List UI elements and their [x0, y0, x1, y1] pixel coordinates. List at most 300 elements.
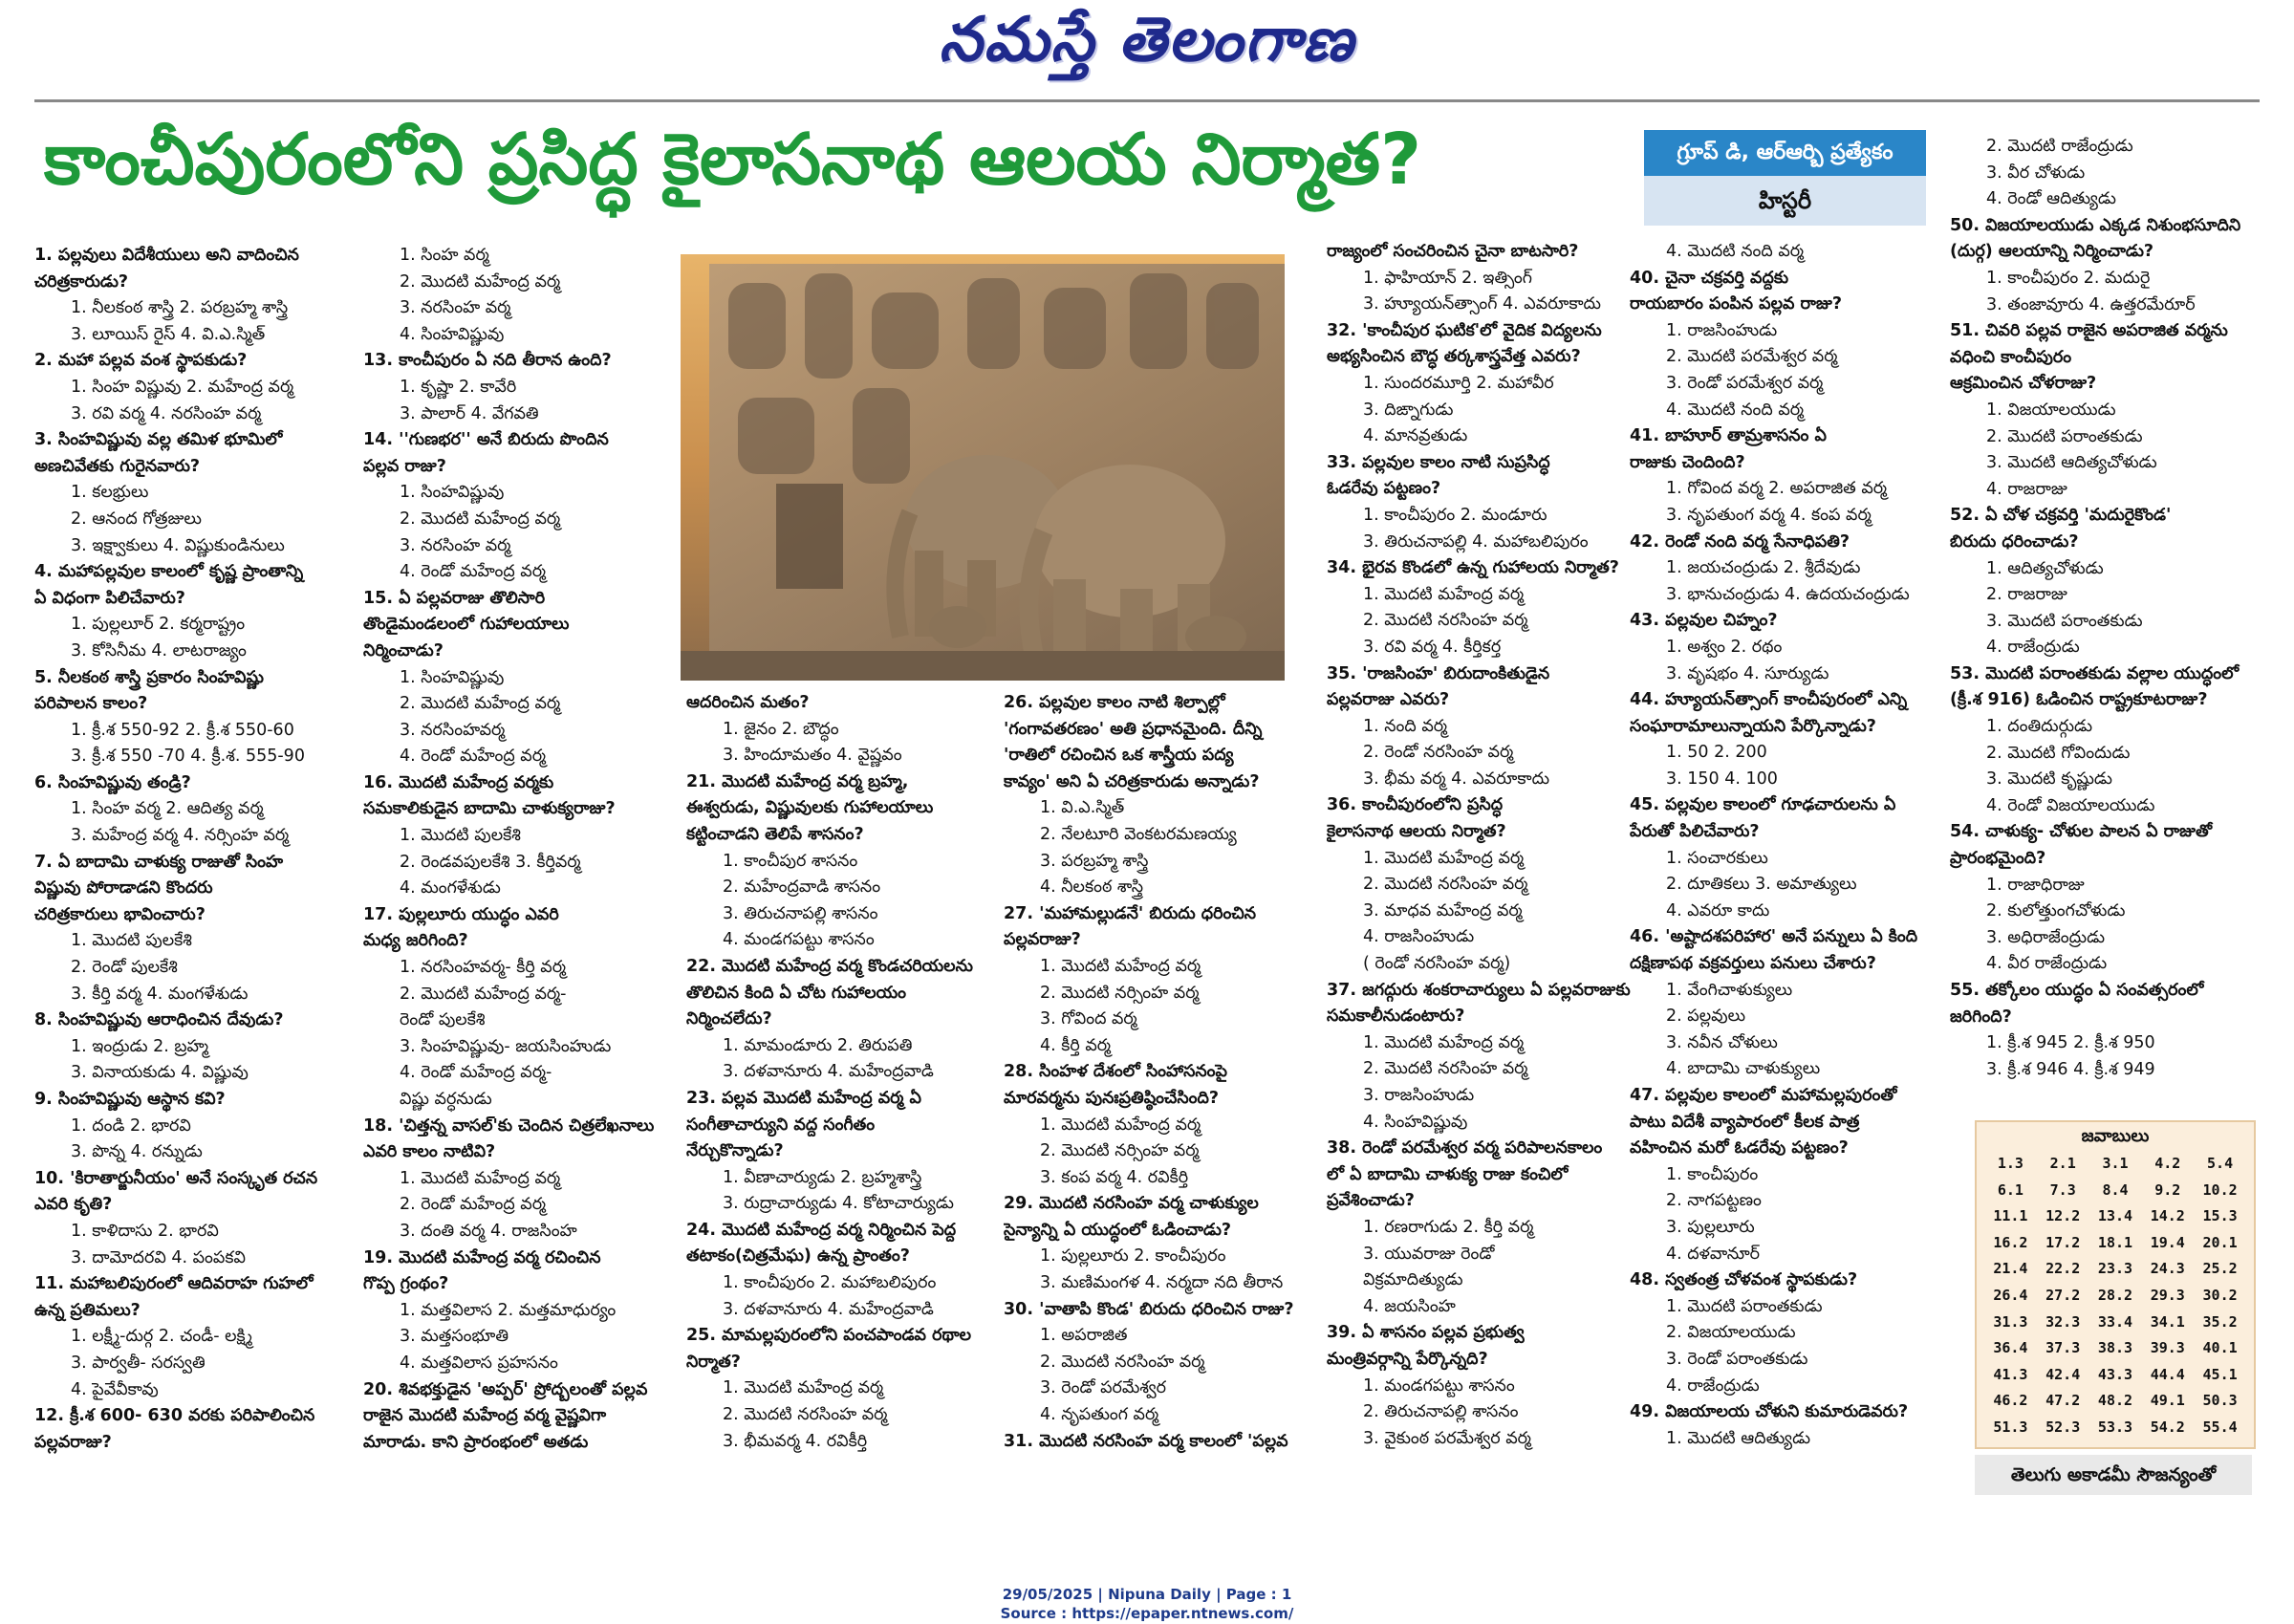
- question-text: పల్లవరాజు?: [1004, 930, 1081, 950]
- answer-option: 1. జైనం 2. బౌద్ధం: [723, 719, 839, 739]
- answer-key-item: 22.2: [2045, 1260, 2081, 1278]
- answer-option: 1. క్రీ.శ 550-92 2. క్రీ.శ 550-60: [71, 720, 294, 740]
- answer-option: 1. రాజాధిరాజు: [1986, 875, 2085, 895]
- answer-option: 1. నరసింహవర్మ- కీర్తి వర్మ: [400, 958, 566, 978]
- answer-option: 1. కాంచీపురం 2. మహాబలిపురం: [723, 1273, 937, 1293]
- answer-option: 1. మొదటి ఆదిత్యుడు: [1666, 1428, 1811, 1448]
- question-text: 52. ఏ చోళ చక్రవర్తి 'మదురైకొండ': [1950, 506, 2172, 526]
- answer-option: 1. సింహ విష్ణువు 2. మహేంద్ర వర్మ: [71, 377, 294, 397]
- answer-key-item: 11.1: [1993, 1207, 2028, 1225]
- answer-option: 2. మొదటి నరసింహ వర్మ: [1040, 1352, 1205, 1372]
- answer-option: 3. పార్వతీ- సరస్వతి: [71, 1353, 206, 1373]
- question-text: 22. మొదటి మహేంద్ర వర్మ కొండచరియలను: [686, 956, 973, 976]
- answer-key-item: 13.4: [2097, 1207, 2133, 1225]
- question-text: 48. స్వతంత్ర చోళవంశ స్థాపకుడు?: [1630, 1270, 1858, 1290]
- answer-key-item: 34.1: [2150, 1312, 2185, 1331]
- answer-option: 2. రాజరాజు: [1986, 585, 2067, 605]
- question-text: ప్రవేశించాడు?: [1327, 1191, 1415, 1211]
- answer-option: 3. నరసింహ వర్మ: [400, 298, 511, 318]
- answer-key-item: 19.4: [2150, 1233, 2185, 1251]
- answer-key-item: 2.1: [2049, 1155, 2076, 1172]
- question-column-7: [1950, 134, 2265, 1083]
- answer-key-item: 38.3: [2097, 1339, 2133, 1357]
- question-text: (దుర్గ) ఆలయాన్ని నిర్మించాడు?: [1950, 242, 2154, 262]
- question-text: 1. పల్లవులు విదేశీయులు అని వాదించిన: [34, 246, 299, 265]
- question-text: 5. నీలకంఠ శాస్త్రి ప్రకారం సింహవిష్ణు: [34, 667, 264, 687]
- answer-key-item: 16.2: [1993, 1233, 2028, 1251]
- question-text: 46. 'అష్టాదశపరిహార' అనే పన్నులు ఏ కింది: [1630, 927, 1918, 947]
- question-text: ఎవరి కాలం నాటివి?: [363, 1142, 496, 1162]
- answer-option: 4. రాజేంద్రుడు: [1986, 638, 2080, 658]
- answer-option: 4. కీర్తి వర్మ: [1040, 1035, 1112, 1055]
- newspaper-masthead: నమస్తే తెలంగాణ: [939, 4, 1355, 76]
- question-column-3: [686, 690, 1002, 1455]
- answer-key-item: 26.4: [1993, 1286, 2028, 1304]
- question-text: 29. మొదటి నరసింహ వర్మ చాళుక్యుల: [1004, 1194, 1259, 1214]
- question-text: ఆదరించిన మతం?: [686, 693, 810, 712]
- answer-key-item: 43.3: [2097, 1365, 2133, 1383]
- answer-option: 1. మొదటి మహేంద్ర వర్మ: [1363, 848, 1525, 868]
- question-text: మారవర్మను పునఃప్రతిష్ఠించేసింది?: [1004, 1088, 1220, 1108]
- answer-option: 4. సింహవిష్ణువు: [400, 324, 505, 344]
- answer-option: 3. మొదటి పరాంతకుడు: [1986, 611, 2143, 631]
- answer-key-item: 47.2: [2045, 1392, 2081, 1410]
- section-tag-top: గ్రూప్ డి, ఆర్ఆర్బి ప్రత్యేకం: [1644, 130, 1926, 176]
- answer-option: 3. ఇక్ష్వాకులు 4. విష్ణుకుండినులు: [71, 535, 285, 555]
- answer-option: 4. మత్తవిలాస ప్రహసనం: [400, 1353, 558, 1373]
- answer-key-box: [1975, 1120, 2256, 1449]
- question-text: తొండైమండలంలో గుహాలయాలు: [363, 615, 570, 635]
- answer-key-item: 42.4: [2045, 1365, 2081, 1383]
- question-text: పరిపాలన కాలం?: [34, 694, 148, 714]
- answer-option: 3. రెండో పరాంతకుడు: [1666, 1349, 1808, 1369]
- question-text: 28. సింహళ దేశంలో సింహాసనంపై: [1004, 1062, 1227, 1082]
- answer-option: 3. గోవింద వర్మ: [1040, 1009, 1137, 1029]
- answer-option: 4. నీలకంఠ శాస్త్రి: [1040, 877, 1144, 898]
- answer-option: 2. రెండో నరసింహ వర్మ: [1363, 743, 1514, 763]
- answer-option: 3. దంతి వర్మ 4. రాజసింహ: [400, 1221, 577, 1241]
- question-text: కావ్యం' అని ఏ చరిత్రకారుడు అన్నాడు?: [1004, 771, 1260, 791]
- question-text: 34. భైరవ కొండలో ఉన్న గుహాలయ నిర్మాత?: [1327, 558, 1619, 578]
- answer-option: 2. కులోత్తుంగచోళుడు: [1986, 901, 2126, 921]
- answer-key-grid: [1977, 1151, 2254, 1441]
- answer-option: 1. కాంచీపురం 2. మండూరు: [1363, 505, 1547, 525]
- answer-option: 1. కాంచీపురం: [1666, 1164, 1759, 1184]
- answer-option: 4. రెండో ఆదిత్యుడు: [1986, 189, 2116, 209]
- question-text: రాజ్యంలో సంచరించిన చైనా బాటసారి?: [1327, 242, 1579, 261]
- question-text: 6. సింహవిష్ణువు తండ్రి?: [34, 772, 191, 792]
- question-column-5: [1327, 239, 1652, 1452]
- answer-key-item: 52.3: [2045, 1418, 2081, 1436]
- question-text: 38. రెండో పరమేశ్వర వర్మ పరిపాలనకాలం: [1327, 1138, 1603, 1158]
- question-text: 24. మొదటి మహేంద్ర వర్మ నిర్మించిన పెద్ద: [686, 1220, 957, 1240]
- answer-option: 1. మొదటి మహేంద్ర వర్మ: [723, 1378, 884, 1398]
- section-tag-bottom: హిస్టరీ: [1644, 176, 1926, 226]
- answer-option: 4. మానవ్రతుడు: [1363, 426, 1468, 446]
- answer-key-item: 18.1: [2097, 1233, 2133, 1251]
- answer-option: 3. కోసినీమ 4. లాటరాజ్యం: [71, 640, 247, 660]
- answer-option: 3. మణిమంగళ 4. నర్మదా నది తీరాన: [1040, 1273, 1284, 1293]
- answer-option: 3. కీర్తి వర్మ 4. మంగళేశుడు: [71, 984, 249, 1004]
- answer-option: 4. రెండో విజయాలయుడు: [1986, 795, 2155, 815]
- answer-option: 2. మొదటి నరసింహ వర్మ: [1363, 875, 1528, 895]
- question-text: కైలాసనాథ ఆలయ నిర్మాత?: [1327, 822, 1506, 842]
- answer-key-item: 29.3: [2150, 1286, 2185, 1304]
- answer-key-item: 28.2: [2097, 1286, 2133, 1304]
- answer-option: 2. మొదటి రాజేంద్రుడు: [1986, 137, 2133, 156]
- answer-option: 4. మొదటి నంది వర్మ: [1666, 400, 1805, 420]
- answer-key-item: 53.3: [2097, 1418, 2133, 1436]
- question-text: 4. మహాపల్లవుల కాలంలో కృష్ణ ప్రాంతాన్ని: [34, 562, 304, 582]
- answer-option: 1. మొదటి మహేంద్ర వర్మ: [1363, 1032, 1525, 1052]
- answer-option: 2. మొదటి నరసింహ వర్మ: [1363, 1059, 1528, 1079]
- question-text: 11. మహాబలిపురంలో ఆదివరాహ గుహలో: [34, 1274, 314, 1294]
- question-text: 27. 'మహామల్లుడనే' బిరుదు ధరించిన: [1004, 903, 1257, 923]
- answer-option: 3. వీర చోళుడు: [1986, 162, 2086, 183]
- question-text: 55. తక్కోలం యుద్ధం ఏ సంవత్సరంలో: [1950, 981, 2204, 1000]
- answer-option: 4. రెండో మహేంద్ర వర్మ-: [400, 1063, 552, 1083]
- answer-option: 4. రాజసింహుడు: [1363, 927, 1475, 947]
- answer-option: 2. మొదటి మహేంద్ర వర్మ: [400, 694, 561, 714]
- question-text: 35. 'రాజసింహ' బిరుదాంకితుడైన: [1327, 663, 1550, 683]
- answer-key-item: 8.4: [2102, 1180, 2129, 1199]
- question-text: ఉన్న ప్రతిమలు?: [34, 1300, 141, 1320]
- answer-option: 1. ఇంద్రుడు 2. బ్రహ్మ: [71, 1036, 209, 1056]
- answer-option: 3. నరసింహవర్మ: [400, 720, 506, 740]
- answer-option: 1. అపరాజిత: [1040, 1326, 1128, 1346]
- answer-option: 3. క్రీ.శ 946 4. క్రీ.శ 949: [1986, 1059, 2155, 1079]
- answer-option: 2. మొదటి మహేంద్ర వర్మ: [400, 271, 561, 292]
- question-text: 2. మహా పల్లవ వంశ స్థాపకుడు?: [34, 351, 248, 371]
- question-text: సైన్యాన్ని ఏ యుద్ధంలో ఓడించాడు?: [1004, 1220, 1232, 1240]
- answer-option: 3. రాజసింహుడు: [1363, 1086, 1475, 1105]
- answer-option: 3. మత్తసంభూతి: [400, 1327, 509, 1347]
- answer-key-item: 7.3: [2049, 1180, 2076, 1199]
- answer-option: 3. మొదటి కృష్ణుడు: [1986, 769, 2112, 790]
- question-text: తొలిచిన కింది ఏ చోట గుహాలయం: [686, 983, 907, 1003]
- answer-option: 1. మత్తవిలాస 2. మత్తమాధుర్యం: [400, 1300, 617, 1320]
- answer-option: 1. పుల్లలూరు 2. కాంచీపురం: [1040, 1246, 1226, 1267]
- answer-option: 3. భానుచంద్రుడు 4. ఉదయచంద్రుడు: [1666, 584, 1910, 604]
- answer-option: 3. పొన్న 4. రన్నుడు: [71, 1142, 203, 1162]
- answer-option: 1. కాళిదాసు 2. భారవి: [71, 1221, 219, 1241]
- question-text: 54. చాళుక్య- చోళుల పాలన ఏ రాజుతో: [1950, 822, 2213, 842]
- question-text: వహించిన మరో ఓడరేవు పట్టణం?: [1630, 1138, 1849, 1158]
- answer-key-item: 20.1: [2202, 1233, 2238, 1251]
- answer-option: 1. విజయాలయుడు: [1986, 400, 2116, 420]
- answer-option: 1. కృష్ణా 2. కావేరి: [400, 377, 517, 397]
- answer-option: 3. తంజావూరు 4. ఉత్తరమేరూర్: [1986, 294, 2196, 314]
- answer-option: 3. యువరాజు రెండో: [1363, 1244, 1495, 1264]
- question-text: మంత్రివర్గాన్ని పేర్కొన్నది?: [1327, 1349, 1488, 1369]
- answer-option: 1. దండి 2. భారవి: [71, 1115, 191, 1136]
- question-text: 18. 'చిత్తన్న వాసల్'కు చెందిన చిత్రలేఖనాలు: [363, 1115, 655, 1136]
- question-text: 'రాతిలో రచించిన ఒక శాస్త్రీయ పద్య: [1004, 746, 1234, 766]
- answer-option: 4. పైవేవీకావు: [71, 1379, 159, 1399]
- footer-source-line: Source : https://epaper.ntnews.com/: [1000, 1605, 1294, 1622]
- answer-option: 1. కాంచీపుర శాసనం: [723, 851, 858, 871]
- answer-option: 3. హిందూమతం 4. వైష్ణవం: [723, 746, 902, 766]
- question-text: 21. మొదటి మహేంద్ర వర్మ బ్రహ్మ,: [686, 771, 909, 791]
- question-text: 37. జగద్గురు శంకరాచార్యులు ఏ పల్లవరాజుకు: [1327, 980, 1631, 1000]
- answer-option: 3. రుద్రాచార్యుడు 4. కోటాచార్యుడు: [723, 1194, 954, 1214]
- answer-key-item: 14.2: [2150, 1207, 2185, 1225]
- answer-option: 1. సంచారకులు: [1666, 848, 1768, 868]
- answer-option: 2. మొదటి మహేంద్ర వర్మ: [400, 509, 561, 529]
- answer-option: 1. నీలకంఠ శాస్త్రి 2. పరబ్రహ్మ శాస్త్రి: [71, 298, 289, 318]
- answer-option: 1. క్రీ.శ 945 2. క్రీ.శ 950: [1986, 1033, 2155, 1053]
- answer-option: 3. తిరుచనాపల్లి శాసనం: [723, 903, 878, 923]
- answer-option: 3. హ్యూయన్‌త్సాంగ్ 4. ఎవరూకాదు: [1363, 294, 1601, 314]
- question-text: 12. క్రీ.శ 600- 630 వరకు పరిపాలించిన: [34, 1406, 315, 1426]
- answer-option: 3. నవీన చోళులు: [1666, 1032, 1778, 1052]
- answer-option: 4. రెండో మహేంద్ర వర్మ: [400, 747, 546, 767]
- answer-option: 3. పుల్లలూరు: [1666, 1217, 1755, 1237]
- answer-key-item: 35.2: [2202, 1312, 2238, 1331]
- question-text: ఎవరి కృతి?: [34, 1195, 113, 1215]
- answer-key-item: 3.1: [2102, 1155, 2129, 1172]
- answer-key-item: 23.3: [2097, 1260, 2133, 1278]
- question-text: 51. చివరి పల్లవ రాజైన అపరాజిత వర్మను: [1950, 321, 2228, 341]
- question-text: 13. కాంచీపురం ఏ నది తీరాన ఉంది?: [363, 351, 612, 371]
- question-text: 47. పల్లవుల కాలంలో మహామల్లపురంతో: [1630, 1086, 1897, 1105]
- answer-option: 1. రాజసింహుడు: [1666, 320, 1778, 340]
- answer-option: 3. మొదటి ఆదిత్యచోళుడు: [1986, 453, 2157, 473]
- answer-option: 1. మండగపట్టు శాసనం: [1363, 1375, 1515, 1396]
- answer-option: 2. మొదటి గోవిందుడు: [1986, 743, 2131, 763]
- answer-key-item: 45.1: [2202, 1365, 2238, 1383]
- answer-key-item: 33.4: [2097, 1312, 2133, 1331]
- question-text: నిర్మాత?: [686, 1352, 741, 1372]
- answer-key-item: 32.3: [2045, 1312, 2081, 1331]
- answer-option: 1. సింహ వర్మ: [400, 246, 489, 265]
- answer-option: 3. దళవానూరు 4. మహేంద్రవాడి: [723, 1062, 934, 1082]
- answer-option: 1. సింహ వర్మ 2. ఆదిత్య వర్మ: [71, 799, 264, 819]
- answer-option: 2. రెండో మహేంద్ర వర్మ: [400, 1195, 546, 1215]
- question-text: అభ్యసించిన బౌద్ధ తర్కశాస్త్రవేత్త ఎవరు?: [1327, 347, 1581, 367]
- question-text: గొప్ప గ్రంథం?: [363, 1274, 449, 1294]
- answer-option: 1. మొదటి మహేంద్ర వర్మ: [1040, 1115, 1201, 1135]
- answer-key-item: 4.2: [2154, 1155, 2181, 1172]
- answer-option: 4. వీర రాజేంద్రుడు: [1986, 954, 2108, 974]
- question-text: ఈశ్వరుడు, విష్ణువులకు గుహాలయాలు: [686, 798, 934, 818]
- answer-option: 4. సింహవిష్ణువు: [1363, 1112, 1468, 1132]
- answer-option: 2. మొదటి పరాంతకుడు: [1986, 426, 2143, 446]
- answer-option: 2. దూతికలు 3. అమాత్యులు: [1666, 875, 1857, 895]
- question-text: 10. 'కిరాతార్జునీయం' అనే సంస్కృత రచన: [34, 1168, 318, 1188]
- answer-option: 1. మొదటి పులకేశి: [400, 826, 521, 846]
- answer-key-item: 54.2: [2150, 1418, 2185, 1436]
- answer-option: 2. విజయాలయుడు: [1666, 1323, 1796, 1343]
- question-text: కట్టించాడని తెలిపే శాసనం?: [686, 824, 864, 844]
- question-text: 16. మొదటి మహేంద్ర వర్మకు: [363, 772, 554, 792]
- answer-option: 2. రెండో పులకేశి: [71, 958, 178, 978]
- answer-option: 1. మొదటి పులకేశి: [71, 931, 192, 951]
- answer-option: 4. నృపతుంగ వర్మ: [1040, 1405, 1159, 1425]
- question-text: అణచివేతకు గురైనవారు?: [34, 456, 201, 476]
- answer-option: 1. మొదటి మహేంద్ర వర్మ: [400, 1168, 561, 1188]
- answer-option: రెండో పులకేశి: [400, 1010, 486, 1030]
- answer-key-item: 24.3: [2150, 1260, 2185, 1278]
- question-text: బిరుదు ధరించాడు?: [1950, 531, 2079, 552]
- question-column-1: [34, 243, 364, 1456]
- answer-option: 4. దళవానూర్: [1666, 1244, 1761, 1264]
- question-text: చరిత్రకారులు భావించారు?: [34, 904, 206, 924]
- answer-option: 3. మాధవ మహేంద్ర వర్మ: [1363, 900, 1523, 920]
- question-text: పేరుతో పిలిచేవారు?: [1630, 822, 1760, 842]
- answer-option: 3. నృపతుంగ వర్మ 4. కంప వర్మ: [1666, 505, 1872, 525]
- answer-option: 3. కంప వర్మ 4. రవికీర్తి: [1040, 1167, 1189, 1187]
- question-column-4: [1004, 690, 1319, 1455]
- question-text: 20. శివభక్తుడైన 'అప్పర్' ప్రోద్బలంతో పల్లవ: [363, 1379, 648, 1399]
- question-text: 40. చైనా చక్రవర్తి వద్దకు: [1630, 268, 1789, 288]
- courtesy-note: తెలుగు అకాడమీ సౌజన్యంతో: [1975, 1455, 2252, 1495]
- question-text: 49. విజయాలయ చోళుని కుమారుడెవరు?: [1630, 1402, 1909, 1422]
- answer-option: 2. మొదటి నరసింహ వర్మ: [1363, 611, 1528, 631]
- question-text: నేర్చుకొన్నాడు?: [686, 1141, 784, 1161]
- answer-key-item: 36.4: [1993, 1339, 2028, 1357]
- question-text: ఆక్రమించిన చోళరాజు?: [1950, 374, 2097, 394]
- answer-option: 3. దళవానూరు 4. మహేంద్రవాడి: [723, 1299, 934, 1319]
- answer-option: 1. మొదటి పరాంతకుడు: [1666, 1296, 1823, 1316]
- question-text: 33. పల్లవుల కాలం నాటి సుప్రసిద్ధ: [1327, 452, 1550, 472]
- question-text: రాజైన మొదటి మహేంద్ర వర్మ వైష్ణవిగా: [363, 1406, 607, 1426]
- question-text: పల్లవరాజు?: [34, 1432, 112, 1452]
- question-text: 23. పల్లవ మొదటి మహేంద్ర వర్మ ఏ: [686, 1088, 921, 1108]
- question-text: జరిగింది?: [1950, 1007, 2012, 1027]
- question-text: 14. ''గుణభర'' అనే బిరుదు పొందిన: [363, 430, 609, 450]
- masthead-divider: [34, 99, 2260, 102]
- question-text: మారాడు. కాని ప్రారంభంలో అతడు: [363, 1432, 589, 1452]
- question-text: ఓడరేవు పట్టణం?: [1327, 479, 1441, 499]
- answer-option: 3. దామోదరవి 4. పంపకవి: [71, 1247, 246, 1267]
- answer-option: 2. మొదటి మహేంద్ర వర్మ-: [400, 984, 567, 1004]
- question-text: 43. పల్లవుల చిహ్నం?: [1630, 611, 1778, 631]
- question-text: 26. పల్లవుల కాలం నాటి శిల్పాల్లో: [1004, 693, 1225, 712]
- answer-key-item: 48.2: [2097, 1392, 2133, 1410]
- answer-option: 4. రెండో మహేంద్ర వర్మ: [400, 562, 546, 582]
- answer-option: 2. రెండవపులకేశి 3. కీర్తివర్మ: [400, 852, 581, 872]
- question-text: 31. మొదటి నరసింహ వర్మ కాలంలో 'పల్లవ: [1004, 1431, 1288, 1451]
- answer-option: 4. రాజేంద్రుడు: [1666, 1375, 1760, 1396]
- answer-key-item: 6.1: [1997, 1180, 2023, 1199]
- question-text: పాటు విదేశీ వ్యాపారంలో కీలక పాత్ర: [1630, 1112, 1860, 1132]
- answer-key-item: 30.2: [2202, 1286, 2238, 1304]
- answer-option: 3. 150 4. 100: [1666, 769, 1778, 789]
- answer-option: 3. లూయిస్ రైస్ 4. వి.ఎ.స్మిత్: [71, 324, 266, 344]
- answer-option: విష్ణు వర్ధనుడు: [400, 1090, 492, 1109]
- answer-option: 1. వీణాచార్యుడు 2. బ్రహ్మశాస్త్రి: [723, 1167, 922, 1187]
- answer-key-item: 31.3: [1993, 1312, 2028, 1331]
- answer-option: 4. జయసింహ: [1363, 1296, 1456, 1316]
- question-text: లో ఏ బాదామి చాళుక్య రాజు కంచిలో: [1327, 1164, 1569, 1184]
- answer-key-item: 51.3: [1993, 1418, 2028, 1436]
- answer-option: 3. నరసింహ వర్మ: [400, 535, 511, 555]
- question-column-6: [1630, 239, 1945, 1452]
- answer-key-item: 12.2: [2045, 1207, 2081, 1225]
- answer-option: 1. కలభ్రులు: [71, 483, 149, 503]
- answer-key-title: జవాబులు: [2081, 1126, 2150, 1146]
- answer-option: 4. రాజరాజు: [1986, 479, 2067, 499]
- answer-key-item: 40.1: [2202, 1339, 2238, 1357]
- answer-key-item: 49.1: [2150, 1392, 2185, 1410]
- answer-option: 1. నంది వర్మ: [1363, 716, 1448, 736]
- answer-option: 1. జయచంద్రుడు 2. శ్రీదేవుడు: [1666, 558, 1861, 578]
- answer-option: విక్రమాదిత్యుడు: [1363, 1270, 1463, 1290]
- answer-option: 2. మొదటి పరమేశ్వర వర్మ: [1666, 347, 1838, 367]
- answer-option: 3. భీమ వర్మ 4. ఎవరూకాదు: [1363, 769, 1550, 789]
- answer-key-item: 17.2: [2045, 1233, 2081, 1251]
- answer-key-item: 41.3: [1993, 1365, 2028, 1383]
- page-footer: [0, 1585, 2294, 1623]
- question-text: పల్లవ రాజు?: [363, 456, 446, 476]
- temple-relief-photo: [681, 254, 1285, 681]
- question-text: తటాకం(చిత్రమేఘ) ఉన్న ప్రాంతం?: [686, 1246, 910, 1267]
- question-text: నిర్మించాడు?: [363, 640, 444, 660]
- question-text: 42. రెండో నంది వర్మ సేనాధిపతి?: [1630, 531, 1850, 552]
- answer-key-item: 15.3: [2202, 1207, 2238, 1225]
- answer-key-item: 1.3: [1997, 1155, 2023, 1172]
- question-text: దక్షిణాపథ వక్రవర్తులు పనులు చేశారు?: [1630, 954, 1876, 974]
- question-text: 7. ఏ బాదామి చాళుక్య రాజుతో సింహ: [34, 852, 284, 872]
- answer-option: 2. మొదటి నరసింహ వర్మ: [723, 1405, 888, 1425]
- answer-option: 1. గోవింద వర్మ 2. అపరాజిత వర్మ: [1666, 479, 1888, 499]
- answer-option: 1. కాంచీపురం 2. మదురై: [1986, 268, 2151, 288]
- answer-option: 4. ఎవరూ కాదు: [1666, 900, 1770, 920]
- question-text: 53. మొదటి పరాంతకుడు వల్లాల యుద్ధంలో: [1950, 663, 2240, 683]
- answer-option: 3. భీమవర్మ 4. రవికీర్తి: [723, 1431, 868, 1451]
- question-text: ఏ విధంగా పిలిచేవారు?: [34, 588, 185, 608]
- answer-option: 1. రణరాగుడు 2. కీర్తి వర్మ: [1363, 1217, 1534, 1237]
- question-text: మధ్య జరిగింది?: [363, 931, 468, 951]
- answer-option: ( రెండో నరసింహ వర్మ): [1363, 954, 1511, 974]
- answer-option: 2. మహేంద్రవాడి శాసనం: [723, 877, 881, 898]
- answer-option: 1. మొదటి మహేంద్ర వర్మ: [1040, 956, 1201, 976]
- question-text: 15. ఏ పల్లవరాజు తొలిసారి: [363, 588, 546, 608]
- question-text: 19. మొదటి మహేంద్ర వర్మ రచించిన: [363, 1247, 601, 1267]
- answer-option: 2. ఆనంద గోత్రజులు: [71, 509, 202, 529]
- question-text: సంగీతాచార్యుని వద్ద సంగీతం: [686, 1115, 876, 1135]
- question-text: సంఘారామాలున్నాయని పేర్కొన్నాడు?: [1630, 716, 1876, 736]
- answer-option: 3. అధిరాజేంద్రుడు: [1986, 927, 2106, 947]
- question-text: 39. ఏ శాసనం పల్లవ ప్రభుత్వ: [1327, 1323, 1525, 1343]
- answer-option: 2. నాగపట్టణం: [1666, 1191, 1762, 1211]
- answer-option: 4. మంగళేశుడు: [400, 878, 501, 899]
- answer-key-item: 55.4: [2202, 1418, 2238, 1436]
- answer-key-item: 44.4: [2150, 1365, 2185, 1383]
- question-text: సమకాలికుడైన బాదామి చాళుక్యరాజు?: [363, 799, 616, 819]
- answer-option: 3. సింహవిష్ణువు- జయసింహుడు: [400, 1036, 612, 1056]
- answer-key-item: 27.2: [2045, 1286, 2081, 1304]
- answer-option: 1. వి.ఎ.స్మిత్: [1040, 798, 1125, 818]
- question-column-2: [363, 243, 679, 1456]
- answer-option: 3. క్రీ.శ 550 -70 4. క్రీ.శ. 555-90: [71, 747, 305, 767]
- answer-option: 1. సుందరమూర్తి 2. మహావీర: [1363, 373, 1554, 393]
- answer-option: 3. తిరుచనాపల్లి 4. మహాబలిపురం: [1363, 531, 1589, 552]
- answer-option: 4. మండగపట్టు శాసనం: [723, 930, 875, 950]
- answer-option: 4. మొదటి నంది వర్మ: [1666, 242, 1805, 261]
- answer-key-item: 39.3: [2150, 1339, 2185, 1357]
- answer-option: 1. పుల్లలూర్ 2. కర్మరాష్ట్రం: [71, 615, 246, 635]
- answer-option: 2. తిరుచనాపల్లి శాసనం: [1363, 1402, 1519, 1422]
- answer-option: 1. మామండూరు 2. తిరుపతి: [723, 1035, 913, 1055]
- question-text: రాయబారం పంపిన పల్లవ రాజు?: [1630, 294, 1843, 314]
- question-text: విష్ణువు పోరాడాడని కొందరు: [34, 878, 213, 899]
- question-text: 50. విజయాలయుడు ఎక్కడ నిశుంభసూదిని: [1950, 215, 2241, 235]
- answer-option: 3. వినాయకుడు 4. విష్ణువు: [71, 1063, 249, 1083]
- question-text: (క్రీ.శ 916) ఓడించిన రాష్ట్రకూటరాజు?: [1950, 690, 2208, 710]
- answer-option: 1. వేంగిచాళుక్యులు: [1666, 980, 1793, 1000]
